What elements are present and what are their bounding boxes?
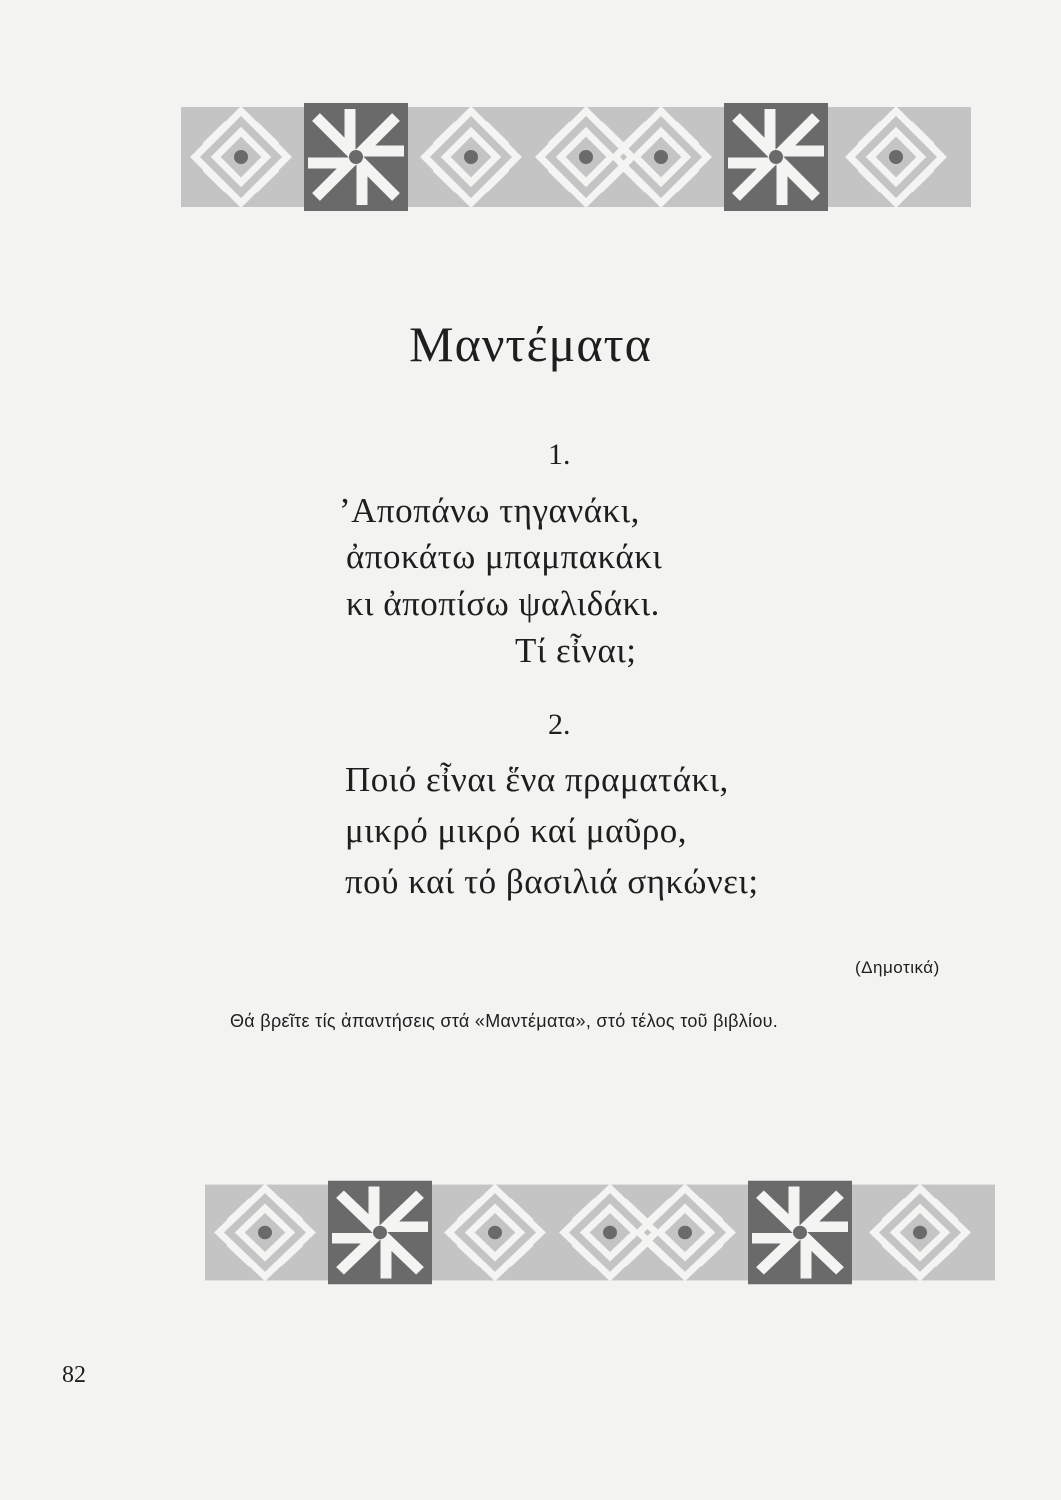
riddle-1-line-2: ἀποκάτω μπαμπακάκι <box>346 537 663 576</box>
riddle-2-line-3: πού καί τό βασιλιά σηκώνει; <box>345 862 759 901</box>
riddle-1-line-1: ’Αποπάνω τηγανάκι, <box>339 491 640 530</box>
answers-footnote: Θά βρεῖτε τίς ἀπαντήσεις στά «Μαντέματα», στό τέλος τοῦ βιβλίου. <box>230 1011 779 1031</box>
riddle-number-1: 1. <box>548 438 571 471</box>
page-number: 82 <box>62 1362 86 1388</box>
source-attribution: (Δημοτικά) <box>855 958 940 977</box>
decorative-border-bottom <box>205 1175 995 1290</box>
riddle-2-line-1: Ποιό εἶναι ἕνα πραματάκι, <box>345 760 729 799</box>
riddle-1-line-4: Τί εἶναι; <box>515 631 637 670</box>
page-title: Μαντέματα <box>409 316 652 372</box>
riddle-2-line-2: μικρό μικρό καί μαῦρο, <box>345 811 688 850</box>
riddle-number-2: 2. <box>548 708 571 741</box>
riddle-1-line-3: κι ἀποπίσω ψαλιδάκι. <box>346 584 660 623</box>
decorative-border-top <box>181 97 971 217</box>
embroidery-pattern-icon <box>181 97 971 217</box>
embroidery-pattern-icon <box>205 1175 995 1290</box>
